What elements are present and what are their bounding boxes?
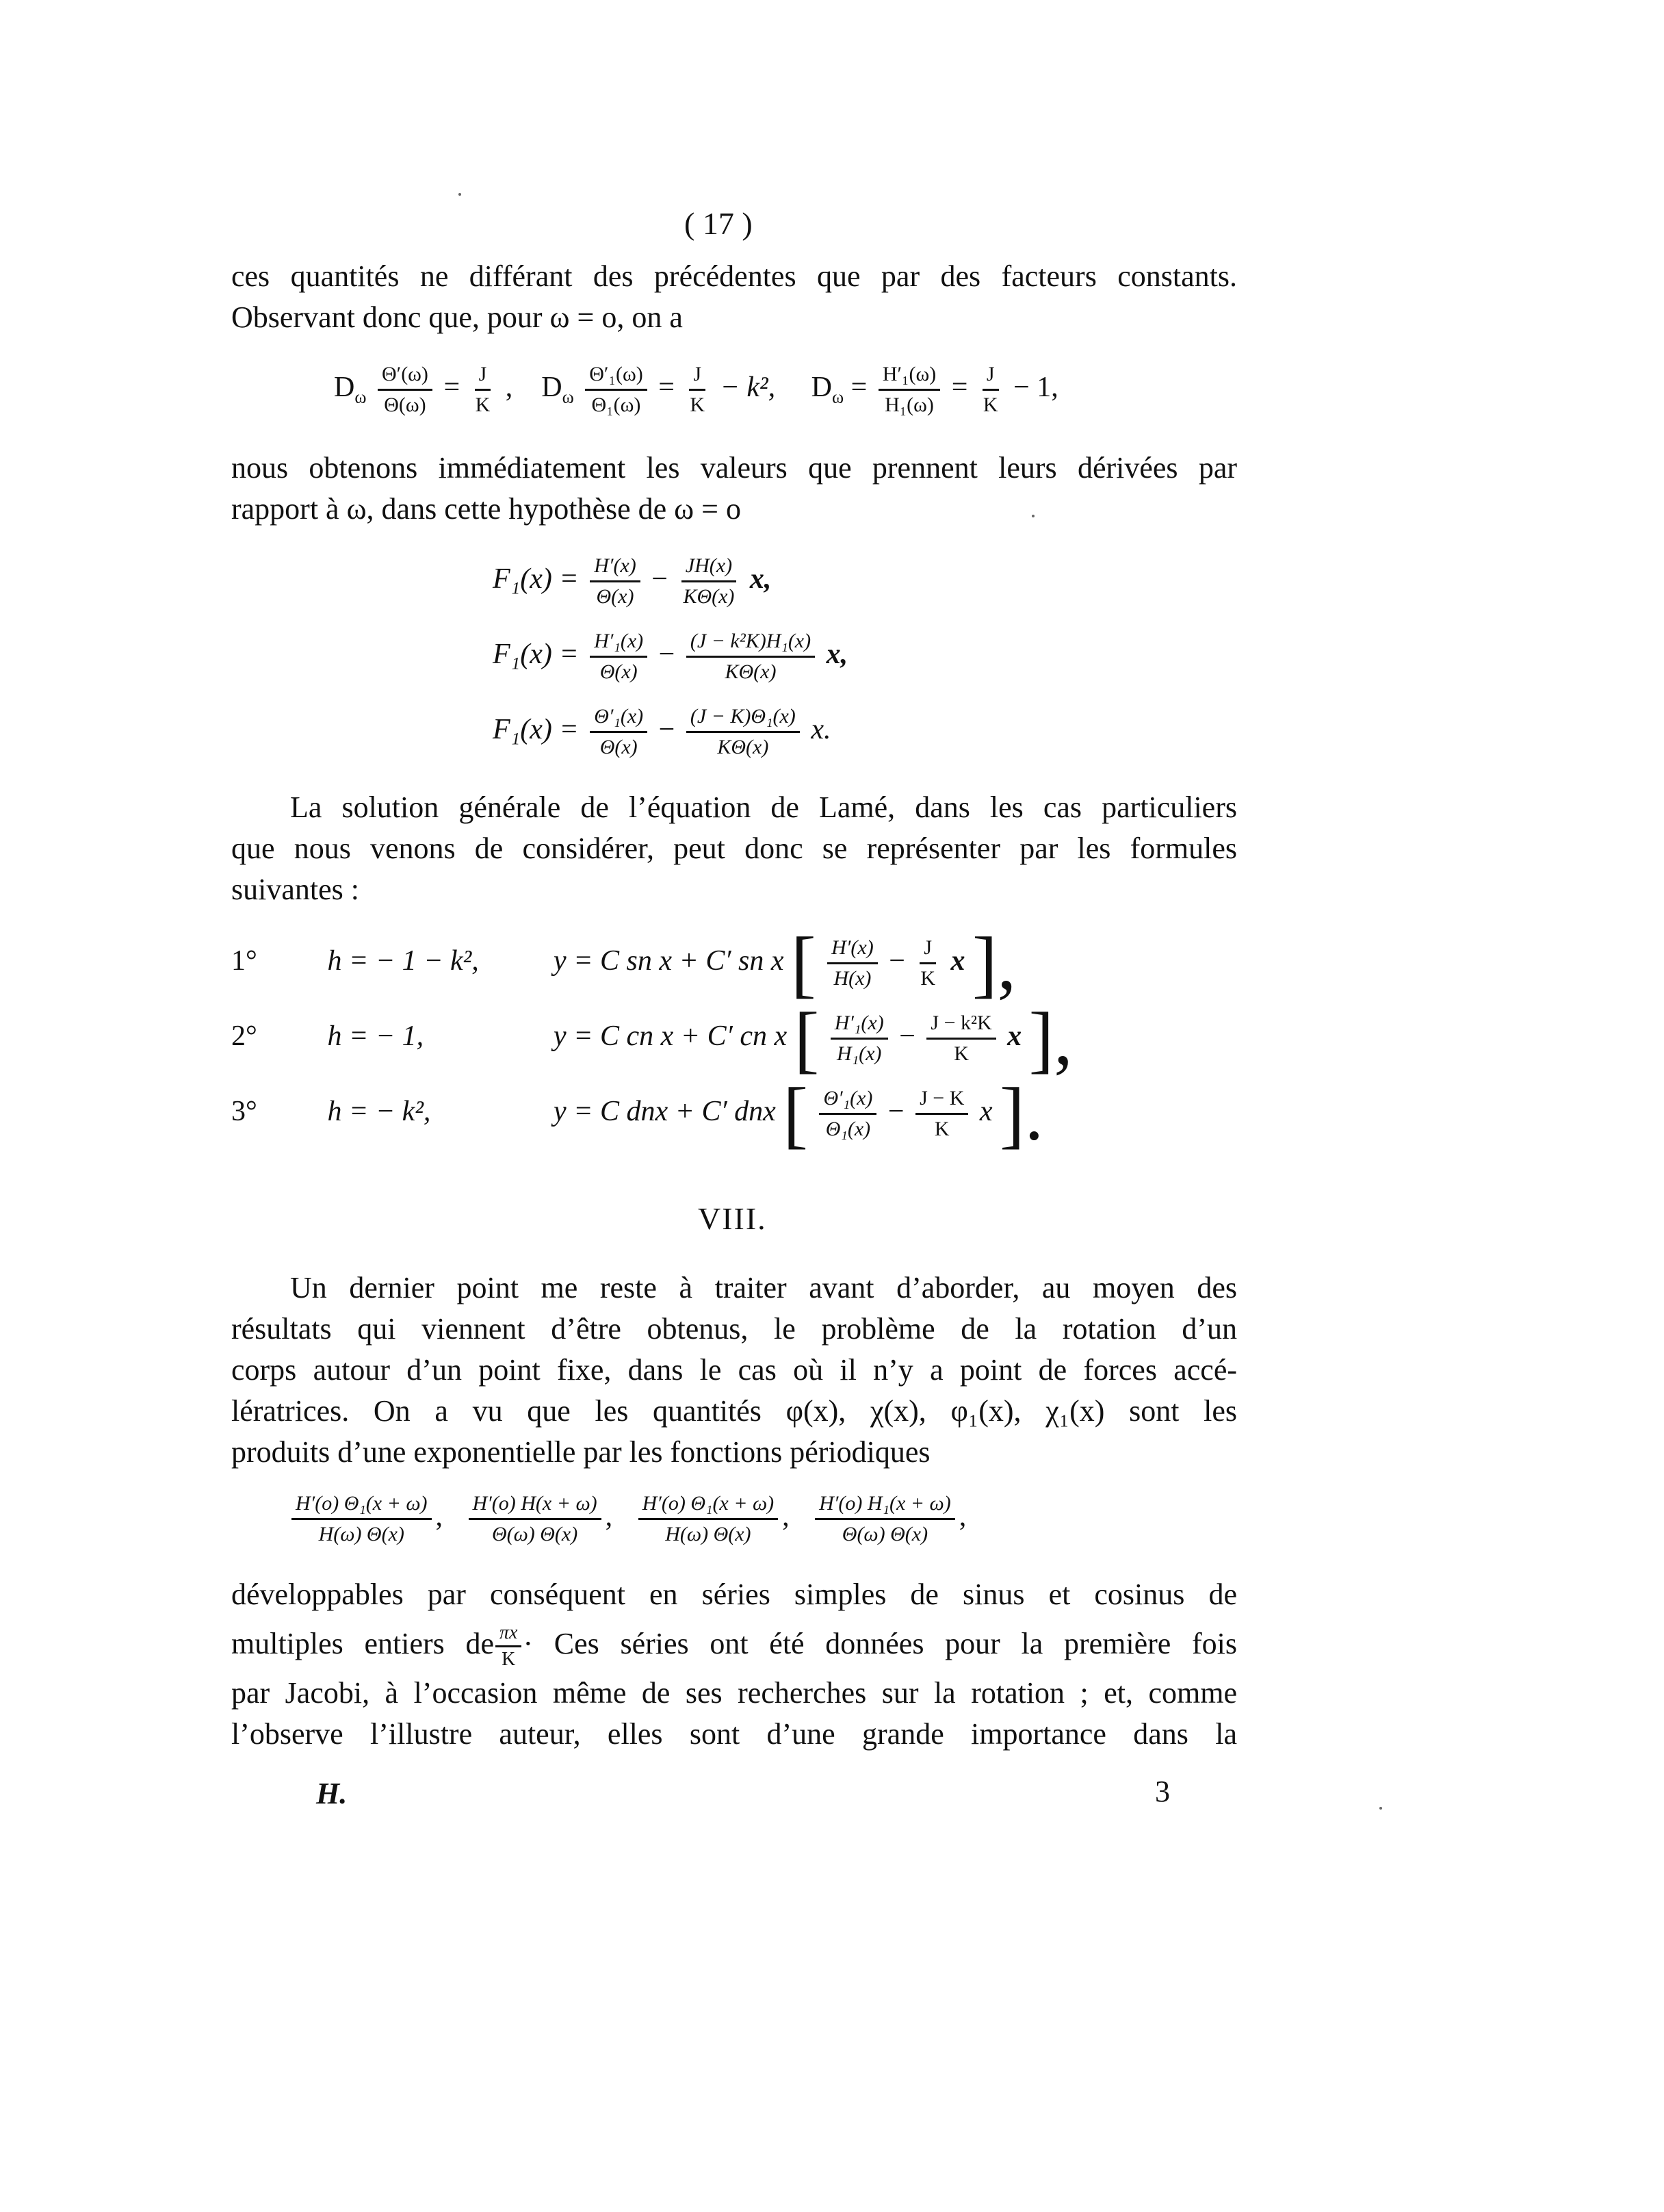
text-line: lératrices. On a vu que les quantités φ(x), χ(x), φ₁(x), χ₁(x) sont les xyxy=(231,1394,1237,1428)
fraction xyxy=(916,935,939,992)
minus-sign: − xyxy=(887,1096,905,1128)
denominator: Θ(x) xyxy=(599,736,638,758)
numerator: J − k²K xyxy=(926,1010,996,1040)
variable: x xyxy=(950,945,965,977)
fraction xyxy=(291,1491,432,1547)
minus-sign: − xyxy=(899,1020,915,1053)
fraction xyxy=(471,361,495,418)
case-label: 3° xyxy=(231,1096,257,1128)
fraction xyxy=(638,1491,779,1547)
numerator: H′(x) xyxy=(590,553,640,582)
fraction xyxy=(831,1010,888,1067)
h-value: h = − k², xyxy=(327,1096,431,1128)
denominator: Θ(x) xyxy=(599,660,638,683)
equation-f-2 xyxy=(493,628,848,685)
term: x, xyxy=(826,639,848,671)
text-line: ces quantités ne différant des précédentes que par des facteurs constants. xyxy=(231,259,1237,293)
variable: x xyxy=(979,1096,993,1128)
text-line: développables par conséquent en séries simples de sinus et cosinus de xyxy=(231,1578,1237,1611)
sheet-number: 3 xyxy=(1155,1775,1170,1808)
text-line: l’observe l’illustre auteur, elles sont d’une grande importance dans la xyxy=(231,1717,1237,1751)
denominator: H₁(ω) xyxy=(885,394,934,416)
solution-3 xyxy=(231,1072,1044,1156)
denominator: H₁(x) xyxy=(837,1042,882,1065)
term: x, xyxy=(749,563,772,595)
case-label: 1° xyxy=(231,945,257,977)
equals-sign: = xyxy=(443,372,460,404)
text-line: résultats qui viennent d’être obtenus, le problème de la rotation d’un xyxy=(231,1312,1237,1346)
term: − k², xyxy=(720,372,776,404)
numerator: JH(x) xyxy=(681,553,736,582)
separator: , xyxy=(435,1501,443,1533)
paragraph-5 xyxy=(231,1574,1237,1755)
text-line-with-fraction xyxy=(231,1615,1237,1673)
term: − 1, xyxy=(1013,372,1058,404)
text-line: nous obtenons immédiatement les valeurs que prennent leurs dérivées par xyxy=(231,451,1237,485)
denominator: K xyxy=(983,394,998,416)
denominator: KΘ(x) xyxy=(683,585,735,608)
minus-sign: − xyxy=(658,639,675,671)
periodic-functions xyxy=(287,1491,966,1547)
text-line: rapport à ω, dans cette hypothèse de ω = o xyxy=(231,492,741,526)
separator: , xyxy=(959,1501,967,1533)
separator: , xyxy=(505,372,513,404)
fraction xyxy=(979,361,1002,418)
denominator: H(x) xyxy=(833,967,872,990)
numerator: H′₁(ω) xyxy=(879,361,940,391)
numerator: J xyxy=(983,361,999,391)
operator-d: D xyxy=(334,372,355,404)
paragraph-1 xyxy=(231,256,1237,338)
denominator: K xyxy=(475,394,491,416)
fraction xyxy=(815,1491,955,1547)
minus-sign: − xyxy=(651,563,668,595)
text-line: corps autour d’un point fixe, dans le cas où il n’y a point de forces accé- xyxy=(231,1353,1237,1387)
variable: x xyxy=(1007,1020,1022,1053)
denominator: Θ₁(x) xyxy=(825,1118,871,1140)
denominator: K xyxy=(954,1042,969,1065)
fraction xyxy=(469,1491,601,1547)
bracket-close: ], xyxy=(1028,996,1073,1081)
denominator: KΘ(x) xyxy=(725,660,777,683)
numerator: J xyxy=(475,361,491,391)
numerator: J xyxy=(689,361,705,391)
denominator: K xyxy=(920,967,936,990)
subscript: ω xyxy=(831,387,844,407)
fraction xyxy=(827,935,878,992)
subscript: ω xyxy=(354,387,367,407)
numerator: H′₁(x) xyxy=(590,628,647,658)
case-label: 2° xyxy=(231,1020,257,1053)
separator: , xyxy=(782,1501,790,1533)
text-line: que nous venons de considérer, peut donc se représenter par les formules xyxy=(231,832,1237,865)
denominator: K xyxy=(690,394,705,416)
fraction xyxy=(686,628,815,685)
denominator: Θ(ω) xyxy=(384,394,426,416)
text-line: Observant donc que, pour ω = o, on a xyxy=(231,300,683,334)
numerator: H′(o) H(x + ω) xyxy=(469,1491,601,1520)
denominator: Θ(x) xyxy=(596,585,634,608)
paragraph-4 xyxy=(231,1268,1237,1473)
equals-sign: = xyxy=(951,372,968,404)
numerator: (J − k²K)H₁(x) xyxy=(686,628,815,658)
bracket-open: [ xyxy=(783,1072,808,1156)
equation-derivatives xyxy=(334,361,1058,418)
fraction xyxy=(926,1010,996,1067)
fraction xyxy=(679,553,738,610)
numerator: H′(x) xyxy=(827,935,878,964)
text-span: · Ces séries ont été données pour la première fois xyxy=(523,1627,1237,1660)
fraction xyxy=(819,1085,876,1142)
text-line: La solution générale de l’équation de Lamé, dans les cas particuliers xyxy=(290,790,1237,824)
y-expression: y = C cn x + C′ cn x xyxy=(554,1020,788,1053)
text-span: multiples entiers de xyxy=(231,1627,494,1660)
y-expression: y = C dnx + C′ dnx xyxy=(554,1096,776,1128)
fraction xyxy=(585,361,647,418)
numerator: Θ′₁(x) xyxy=(819,1085,876,1115)
numerator: H′(o) Θ₁(x + ω) xyxy=(291,1491,432,1520)
speck xyxy=(1379,1807,1382,1810)
numerator: H′₁(x) xyxy=(831,1010,888,1040)
numerator: H′(o) Θ₁(x + ω) xyxy=(638,1491,779,1520)
equals-sign: = xyxy=(658,372,675,404)
denominator: K xyxy=(934,1118,950,1140)
text-line: suivantes : xyxy=(231,873,359,906)
fraction xyxy=(879,361,940,418)
lhs: F₁(x) = xyxy=(493,563,579,595)
bracket-open: [ xyxy=(794,996,820,1081)
equation-f-1 xyxy=(493,553,771,610)
speck xyxy=(458,193,461,196)
text-line: par Jacobi, à l’occasion même de ses recherches sur la rotation ; et, comme xyxy=(231,1676,1237,1710)
solution-1 xyxy=(231,921,1017,1005)
denominator: K xyxy=(502,1649,516,1671)
numerator: Θ′₁(x) xyxy=(590,704,647,733)
fraction xyxy=(378,361,432,418)
denominator: H(ω) Θ(x) xyxy=(665,1523,751,1545)
paragraph-2 xyxy=(231,448,1237,530)
solution-2 xyxy=(231,996,1073,1081)
subscript: ω xyxy=(562,387,574,407)
numerator: (J − K)Θ₁(x) xyxy=(686,704,800,733)
fraction xyxy=(686,361,709,418)
equals-sign: = xyxy=(850,372,868,404)
lhs: F₁(x) = xyxy=(493,639,579,671)
equation-f-3 xyxy=(493,704,831,760)
minus-sign: − xyxy=(658,714,675,746)
h-value: h = − 1, xyxy=(327,1020,424,1053)
separator: , xyxy=(605,1501,613,1533)
denominator: Θ(ω) Θ(x) xyxy=(491,1523,578,1545)
bracket-open: [ xyxy=(791,921,816,1005)
operator-d: D xyxy=(541,372,562,404)
numerator: Θ′(ω) xyxy=(378,361,432,391)
section-heading: VIII. xyxy=(698,1201,767,1236)
fraction xyxy=(590,553,640,610)
fraction xyxy=(915,1085,968,1142)
paragraph-3 xyxy=(231,787,1237,910)
denominator: Θ(ω) Θ(x) xyxy=(842,1523,928,1545)
numerator: πx xyxy=(495,1622,521,1647)
bracket-close: ]. xyxy=(1000,1072,1044,1156)
denominator: H(ω) Θ(x) xyxy=(318,1523,404,1545)
h-value: h = − 1 − k², xyxy=(327,945,479,977)
denominator: KΘ(x) xyxy=(717,736,769,758)
lhs: F₁(x) = xyxy=(493,714,579,746)
text-line: produits d’une exponentielle par les fonctions périodiques xyxy=(231,1435,931,1469)
text-line: Un dernier point me reste à traiter avant d’aborder, au moyen des xyxy=(290,1271,1237,1304)
bracket-close: ], xyxy=(972,921,1017,1005)
numerator: J xyxy=(920,935,936,964)
numerator: J − K xyxy=(915,1085,968,1115)
fraction xyxy=(686,704,800,760)
numerator: Θ′₁(ω) xyxy=(585,361,647,391)
page-number: ( 17 ) xyxy=(684,206,753,241)
minus-sign: − xyxy=(889,945,905,977)
numerator: H′(o) H₁(x + ω) xyxy=(815,1491,955,1520)
fraction xyxy=(590,704,647,760)
denominator: Θ₁(ω) xyxy=(591,394,641,416)
term: x. xyxy=(811,714,831,746)
fraction xyxy=(590,628,647,685)
y-expression: y = C sn x + C′ sn x xyxy=(554,945,784,977)
operator-d: D xyxy=(811,372,832,404)
signature-letter: H. xyxy=(316,1777,348,1810)
fraction-pi-x-over-k xyxy=(495,1622,521,1671)
